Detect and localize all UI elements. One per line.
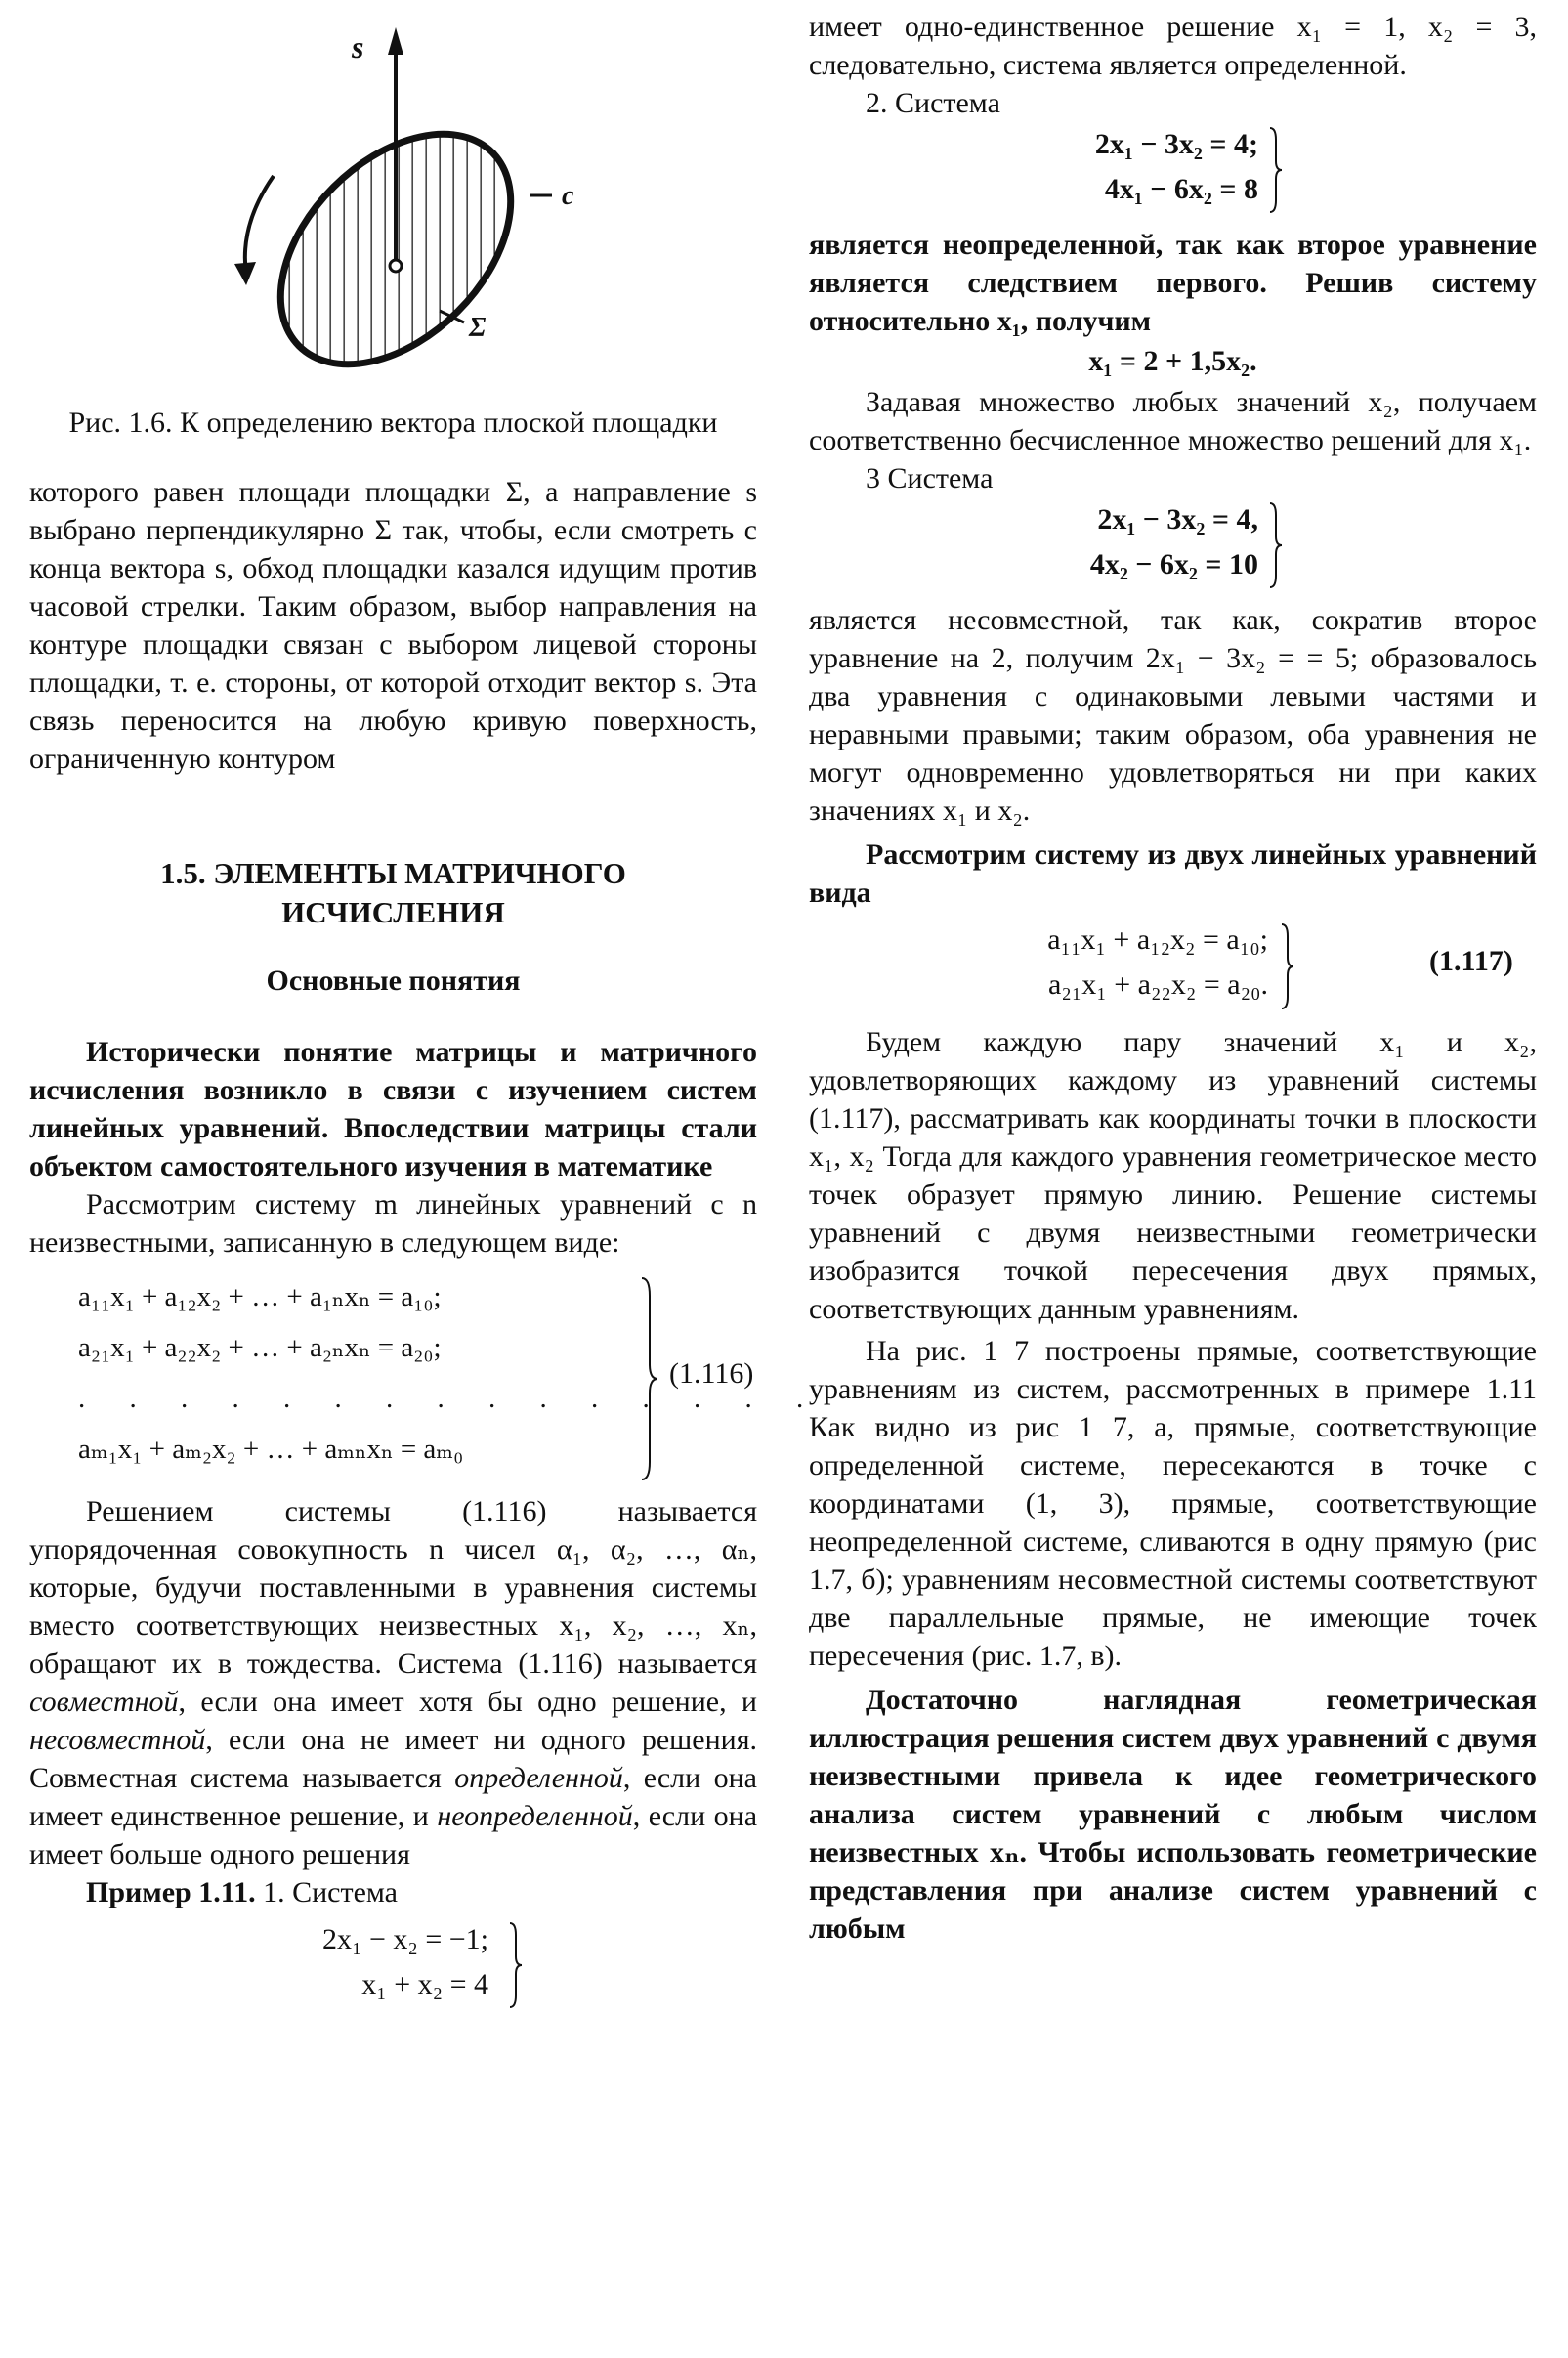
eq116-brace (640, 1276, 659, 1481)
r-paragraph-8: Достаточно наглядная геометрическая иллюстрация решения систем двух уравнений с двумя неизвестными привела к идее геометрического анализа систем уравнений с любым числом неизвестных xₙ. Чтобы использовать геометрические представления при анализе систем уравнений с любым (809, 1684, 1537, 1945)
r-paragraph-7: На рис. 1 7 построены прямые, соответствующие уравнениям из систем, рассмотренных в примере 1.11 Как видно из рис 1 7, а, прямые, соответствующие определенной системе, пересекаются в точке с координатами (1, 3), прямые, соответствующие неопределенной системе, сливаются в одну прямую (рис 1.7, б); уравнениям несовместной системы соответствуют две параллельные прямые, не имеющие точек пересечения (рис. 1.7, в). (809, 1335, 1537, 1672)
eq117-brace (1280, 922, 1295, 1010)
figure-1-6 (29, 0, 757, 391)
ex3-brace (1268, 501, 1284, 589)
eq117-row-2: a₂₁x₁ + a₂₂x₂ = a₂₀. (1048, 968, 1268, 1001)
term-compatible: совместной (29, 1686, 179, 1718)
r-paragraph-1: имеет одно-единственное решение x₁ = 1, x₂ = 3, следовательно, система является определенной. (809, 11, 1537, 81)
term-definite: определенной (454, 1762, 623, 1794)
example-3-system: 2x₁ − 3x₂ = 4, 4x₂ − 6x₂ = 10 (809, 497, 1537, 591)
r-paragraph-2: является неопределенной, так как второе уравнение является следствием первого. Решив систему относительно x₁, получим (809, 229, 1537, 337)
figure-caption: Рис. 1.6. К определению вектора плоской площадки (68, 407, 718, 439)
ex2-brace (1268, 126, 1284, 214)
term-indefinite: неопределенной (437, 1800, 633, 1832)
section-title: 1.5. ЭЛЕМЕНТЫ МАТРИЧНОГО ИСЧИСЛЕНИЯ (160, 856, 626, 929)
left-column (29, 0, 823, 2011)
example-1-system: 2x₁ − x₂ = −1; x₁ + x₂ = 4 (29, 1917, 757, 2011)
ex2-solution: x₁ = 2 + 1,5x₂. (1088, 345, 1257, 377)
plane-area-vector-diagram (29, 0, 757, 391)
paragraph-4: Решением системы (1.116) называется упорядоченная совокупность n чисел α₁, α₂, …, αₙ, которые, будучи поставленными в уравнения системы вместо соответствующих неизвестных x₁, x₂, …, xₙ, обращают их в тождества. Система (1.116) называется совместной, если она имеет хотя бы одно решение, и несовместной, если она не имеет ни одного решения. Совместная система называется определенной, если она имеет единственное решение, и неопределенной, если она имеет больше одного решения (29, 1495, 758, 1870)
eq116-row-2: a₂₁x₁ + a₂₂x₂ + … + a₂ₙxₙ = a₂₀; (78, 1332, 442, 1363)
r-paragraph-4: является несовместной, так как, сократив второе уравнение на 2, получим 2x₁ − 3x₂ = = 5; образовалось два уравнения с одинаковыми левыми частями и неравными правыми; таким образом, оба уравнения не могут одновременно удовлетворяться ни при каких значениях x₁ и x₂. (809, 604, 1537, 827)
subsection-title: Основные понятия (266, 965, 521, 997)
equation-1-116 (29, 1271, 823, 1486)
item-2-label: 2. Система (866, 87, 1000, 119)
example-label: Пример 1.11. (86, 1876, 256, 1908)
example-heading: Пример 1.11. 1. Система (86, 1876, 398, 1908)
r-paragraph-3: Задавая множество любых значений x₂, получаем соответственно бесчисленное множество решений для x₁. (809, 386, 1537, 456)
eq117-number: (1.117) (1429, 945, 1513, 977)
eq116-row-3: . . . . . . . . . . . . . . . (78, 1383, 823, 1414)
label-c: c (562, 181, 574, 211)
eq116-row-4: aₘ₁x₁ + aₘ₂x₂ + … + aₘₙxₙ = aₘ₀ (78, 1434, 464, 1465)
paragraph-3: Рассмотрим систему m линейных уравнений с n неизвестными, записанную в следующем виде: (29, 1188, 757, 1259)
label-s: s (352, 29, 364, 64)
label-sigma: Σ (469, 313, 487, 343)
r-paragraph-5: Рассмотрим систему из двух линейных уравнений вида (809, 838, 1537, 909)
eq116-number: (1.116) (669, 1357, 754, 1390)
term-incompatible: несовместной (29, 1724, 206, 1756)
vector-arrowhead (388, 27, 403, 55)
counterclockwise-arrow-icon (245, 176, 274, 274)
eq116-row-1: a₁₁x₁ + a₁₂x₂ + … + a₁ₙxₙ = a₁₀; (78, 1281, 442, 1312)
item-3-label: 3 Система (866, 462, 994, 494)
ex1-brace (508, 1921, 524, 2009)
eq117-row-1: a₁₁x₁ + a₁₂x₂ = a₁₀; (1047, 923, 1268, 956)
paragraph-2: Исторически понятие матрицы и матричного исчисления возникло в связи с изучением систем линейных уравнений. Впоследствии матрицы стали объектом самостоятельного изучения в математике (29, 1036, 757, 1182)
r-paragraph-6: Будем каждую пару значений x₁ и x₂, удовлетворяющих каждому из уравнений системы (1.117), рассматривать как координаты точки в плоскости x₁, x₂ Тогда для каждого уравнения геометрическое место точек образует прямую линию. Решение системы уравнений с двумя неизвестными геометрически изобразится точкой пересечения двух прямых, соответствующих данным уравнениям. (809, 1026, 1537, 1325)
paragraph-1: которого равен площади площадки Σ, а направление s выбрано перпендикулярно Σ так, чтобы, если смотреть с конца вектора s, обход площадки казался идущим против часовой стрелки. Таким образом, выбор направления на контуре площадки связан с выбором лицевой стороны площадки, т. е. стороны, от которой отходит вектор s. Эта связь переносится на любую кривую поверхность, ограниченную контуром (29, 476, 757, 775)
vector-origin-dot (390, 260, 402, 272)
right-column (809, 0, 1537, 1948)
equation-1-117 (809, 918, 1537, 1015)
example-2-system: 2x₁ − 3x₂ = 4; 4x₁ − 6x₂ = 8 (809, 122, 1537, 216)
